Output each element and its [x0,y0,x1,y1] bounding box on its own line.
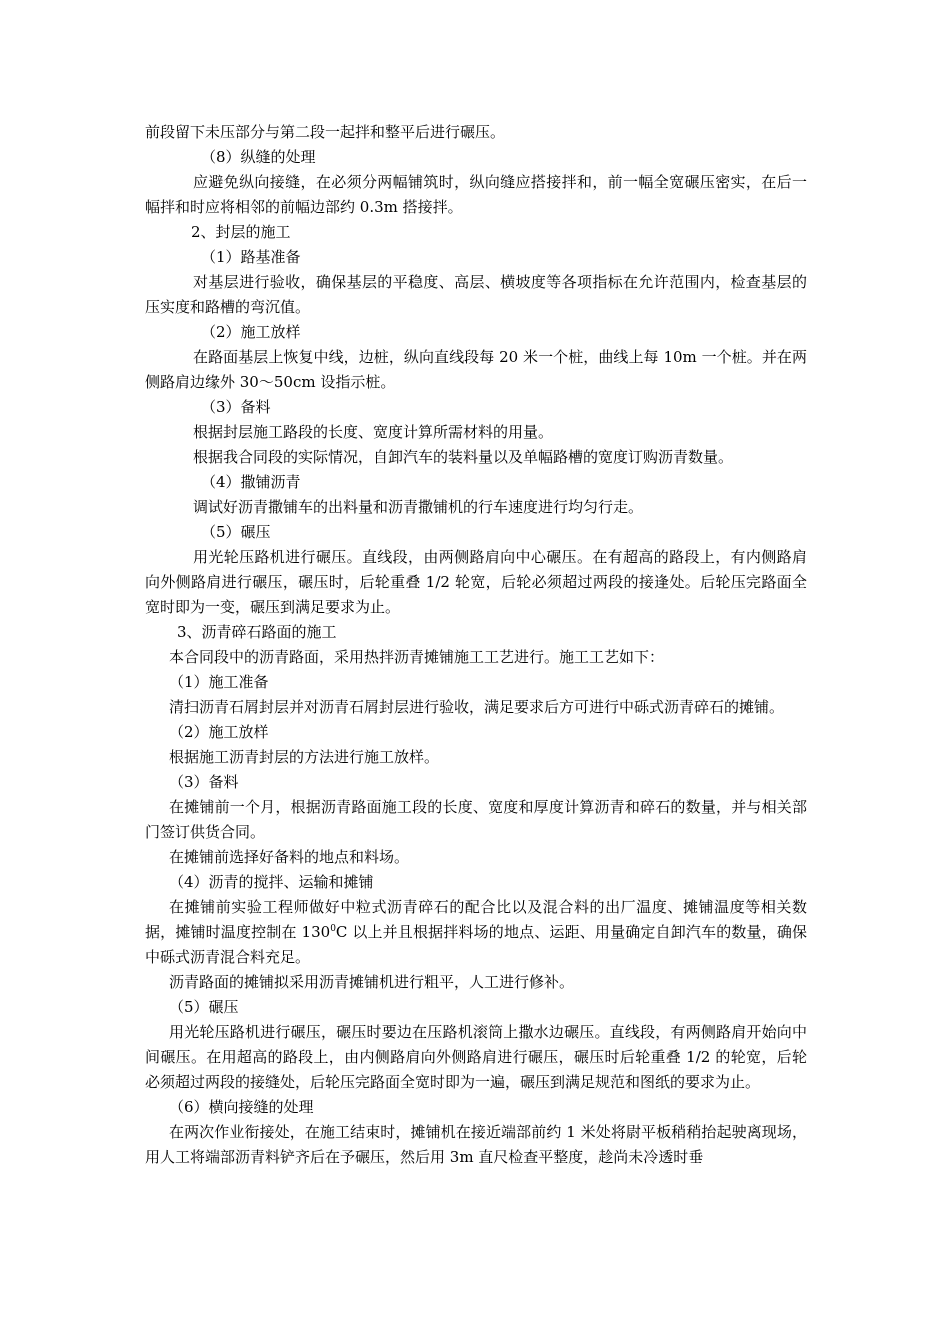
body-paragraph: 用光轮压路机进行碾压。直线段，由两侧路肩向中心碾压。在有超高的路段上，有内侧路肩向外侧路肩进行碾压，碾压时，后轮重叠 1/2 轮宽，后轮必须超过两段的接逢处。后轮压完路面全宽时即为一变，碾压到满足要求为止。 [145,548,807,616]
chapter-heading: 3、沥青碎石路面的施工 [177,623,337,641]
document-body [145,120,807,1170]
body-paragraph: 根据我合同段的实际情况，自卸汽车的装料量以及单幅路槽的宽度订购沥青数量。 [193,448,734,466]
section-heading: （4）沥青的搅拌、运输和摊铺 [169,873,374,891]
body-paragraph: 在两次作业衔接处，在施工结束时，摊铺机在接近端部前约 1 米处将尉平板稍稍抬起驶离现场，用人工将端部沥青料铲齐后在予碾压，然后用 3m 直尺检查平整度，趁尚未冷透时垂 [145,1123,807,1166]
body-paragraph: 根据施工沥青封层的方法进行施工放样。 [169,748,440,766]
section-heading: （5）碾压 [169,998,239,1016]
body-paragraph: 沥青路面的摊铺拟采用沥青摊铺机进行粗平，人工进行修补。 [169,973,575,991]
section-heading: （2）施工放样 [169,723,269,741]
paragraph-text-start: 在摊铺前实验工程师做好中粒式沥青碎石的配合比以及混合料的出厂温度、摊铺温度等相关数据，摊铺时温度控制在 130 [145,898,807,941]
body-paragraph [145,895,807,970]
body-paragraph: 根据封层施工路段的长度、宽度计算所需材料的用量。 [193,423,554,441]
body-paragraph: 应避免纵向接缝，在必须分两幅铺筑时，纵向缝应搭接拌和，前一幅全宽碾压密实，在后一幅拌和时应将相邻的前幅边部约 0.3m 搭接拌。 [145,173,807,216]
paragraph-text-end: C 以上并且根据拌料场的地点、运距、用量确定自卸汽车的数量，确保中砾式沥青混合料充足。 [145,923,808,966]
section-heading: （2）施工放样 [201,323,301,341]
body-paragraph: 在摊铺前选择好备料的地点和料场。 [169,848,410,866]
body-paragraph: 本合同段中的沥青路面，采用热拌沥青摊铺施工工艺进行。施工工艺如下： [169,648,665,666]
degree-superscript: 0 [330,924,336,934]
section-heading: （4）撒铺沥青 [201,473,301,491]
body-paragraph: 调试好沥青撒铺车的出料量和沥青撒铺机的行车速度进行均匀行走。 [193,498,644,516]
section-heading: （3）备料 [169,773,239,791]
section-heading: （8）纵缝的处理 [201,148,316,166]
section-heading: （6）横向接缝的处理 [169,1098,314,1116]
body-paragraph: 用光轮压路机进行碾压，碾压时要边在压路机滚筒上撒水边碾压。直线段，有两侧路肩开始向中间碾压。在用超高的路段上，由内侧路肩向外侧路肩进行碾压，碾压时后轮重叠 1/2 的轮宽，后轮必须超过两段的接缝处，后轮压完路面全宽时即为一遍，碾压到满足规范和图纸的要求为止。 [145,1023,807,1091]
body-paragraph: 前段留下未压部分与第二段一起拌和整平后进行碾压。 [145,123,506,141]
body-paragraph: 对基层进行验收，确保基层的平稳度、高层、横坡度等各项指标在允许范围内，检查基层的压实度和路槽的弯沉值。 [145,273,807,316]
section-heading: （1）路基准备 [201,248,301,266]
body-paragraph: 在摊铺前一个月，根据沥青路面施工段的长度、宽度和厚度计算沥青和碎石的数量，并与相关部门签订供货合同。 [145,798,807,841]
section-heading: （3）备料 [201,398,271,416]
section-heading: （5）碾压 [201,523,271,541]
body-paragraph: 清扫沥青石屑封层并对沥青石屑封层进行验收，满足要求后方可进行中砾式沥青碎石的摊铺。 [169,698,785,716]
section-heading: （1）施工准备 [169,673,269,691]
chapter-heading: 2、封层的施工 [191,223,291,241]
body-paragraph: 在路面基层上恢复中线，边桩，纵向直线段每 20 米一个桩，曲线上每 10m 一个桩。并在两侧路肩边缘外 30～50cm 设指示桩。 [145,348,807,391]
